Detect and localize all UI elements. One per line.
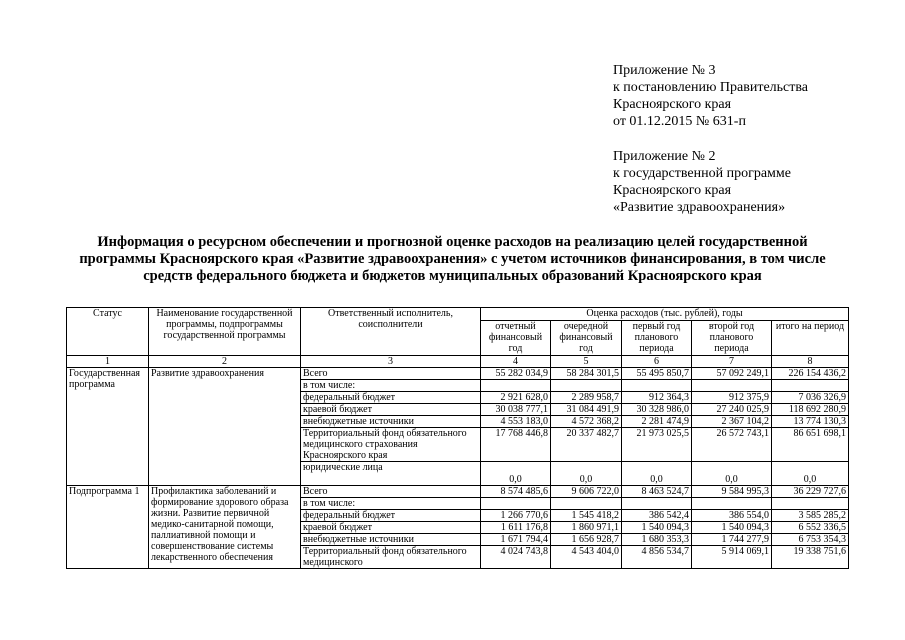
header-row <box>67 308 849 321</box>
cell-value: 13 774 130,3 <box>772 416 849 428</box>
cell-value <box>692 498 772 510</box>
row-label: федеральный бюджет <box>301 392 481 404</box>
table-row <box>67 368 849 380</box>
cell-value: 57 092 249,1 <box>692 368 772 380</box>
cell-value <box>772 380 849 392</box>
cell-value <box>622 380 692 392</box>
appendix-2-line: Приложение № 2 <box>613 149 716 164</box>
cell-value: 30 328 986,0 <box>622 404 692 416</box>
title-line: средств федерального бюджета и бюджетов муниципальных образований Красноярского края <box>143 268 762 284</box>
appendix-2-note <box>613 148 791 216</box>
cell-value: 2 921 628,0 <box>481 392 551 404</box>
cell-value: 0,0 <box>551 462 622 486</box>
appendix-3-line: Приложение № 3 <box>613 63 716 78</box>
cell-value: 386 542,4 <box>622 510 692 522</box>
header-executor: Ответственный исполнитель, соисполнители <box>301 308 481 356</box>
header-year: отчетный финансовый год <box>481 321 551 356</box>
cell-value: 118 692 280,9 <box>772 404 849 416</box>
cell-value: 8 463 524,7 <box>622 486 692 498</box>
row-label: Всего <box>301 368 481 380</box>
cell-value: 386 554,0 <box>692 510 772 522</box>
row-label: Территориальный фонд обязательного медицинского страхования Красноярского края <box>301 428 481 462</box>
cell-value: 0,0 <box>622 462 692 486</box>
subprogram-name: Профилактика заболеваний и формирование здорового образа жизни. Развитие первичной медико-санитарной помощи, паллиативной помощи и совершенствование системы лекарственного обеспечения <box>149 486 301 569</box>
row-label: внебюджетные источники <box>301 534 481 546</box>
cell-value: 0,0 <box>481 462 551 486</box>
cell-value: 1 656 928,7 <box>551 534 622 546</box>
cell-value: 4 856 534,7 <box>622 546 692 569</box>
table-row <box>67 486 849 498</box>
header-year: второй год планового периода <box>692 321 772 356</box>
cell-value <box>481 498 551 510</box>
cell-value: 20 337 482,7 <box>551 428 622 462</box>
cell-value: 2 367 104,2 <box>692 416 772 428</box>
appendix-3-line: к постановлению Правительства <box>613 80 809 95</box>
column-number: 1 <box>67 356 149 368</box>
cell-value <box>692 380 772 392</box>
cell-value: 0,0 <box>772 462 849 486</box>
cell-value: 912 364,3 <box>622 392 692 404</box>
cell-value <box>622 498 692 510</box>
cell-value: 55 495 850,7 <box>622 368 692 380</box>
cell-value: 30 038 777,1 <box>481 404 551 416</box>
appendix-3-line: от 01.12.2015 № 631-п <box>613 114 746 129</box>
row-label: в том числе: <box>301 498 481 510</box>
cell-value: 3 585 285,2 <box>772 510 849 522</box>
cell-value: 6 753 354,3 <box>772 534 849 546</box>
cell-value: 0,0 <box>692 462 772 486</box>
column-number: 4 <box>481 356 551 368</box>
cell-value: 1 540 094,3 <box>622 522 692 534</box>
program-name: Развитие здравоохранения <box>149 368 301 486</box>
column-number: 2 <box>149 356 301 368</box>
column-number: 6 <box>622 356 692 368</box>
cell-value: 912 375,9 <box>692 392 772 404</box>
row-label: Территориальный фонд обязательного медицинского <box>301 546 481 569</box>
cell-value <box>481 380 551 392</box>
row-label: в том числе: <box>301 380 481 392</box>
column-number: 7 <box>692 356 772 368</box>
title-line: Информация о ресурсном обеспечении и прогнозной оценке расходов на реализацию целей государственной <box>97 234 808 250</box>
header-program-name: Наименование государственной программы, подпрограммы государственной программы <box>149 308 301 356</box>
row-label: федеральный бюджет <box>301 510 481 522</box>
cell-value <box>772 498 849 510</box>
cell-value: 6 552 336,5 <box>772 522 849 534</box>
appendix-2-line: к государственной программе <box>613 166 791 181</box>
program-status: Государственная программа <box>67 368 149 486</box>
cell-value: 9 584 995,3 <box>692 486 772 498</box>
cell-value: 4 553 183,0 <box>481 416 551 428</box>
cell-value: 1 671 794,4 <box>481 534 551 546</box>
cell-value: 7 036 326,9 <box>772 392 849 404</box>
cell-value: 17 768 446,8 <box>481 428 551 462</box>
cell-value: 1 860 971,1 <box>551 522 622 534</box>
column-numbers-row <box>67 356 849 368</box>
header-status: Статус <box>67 308 149 356</box>
cell-value: 4 543 404,0 <box>551 546 622 569</box>
expenditure-table <box>66 307 849 569</box>
cell-value: 55 282 034,9 <box>481 368 551 380</box>
header-estimate: Оценка расходов (тыс. рублей), годы <box>481 308 849 321</box>
cell-value: 58 284 301,5 <box>551 368 622 380</box>
appendix-2-line: «Развитие здравоохранения» <box>613 200 786 215</box>
cell-value: 8 574 485,6 <box>481 486 551 498</box>
row-label: Всего <box>301 486 481 498</box>
cell-value: 19 338 751,6 <box>772 546 849 569</box>
subprogram-status: Подпрограмма 1 <box>67 486 149 569</box>
row-label: юридические лица <box>301 462 481 486</box>
cell-value: 5 914 069,1 <box>692 546 772 569</box>
column-number: 5 <box>551 356 622 368</box>
cell-value <box>551 498 622 510</box>
cell-value: 2 289 958,7 <box>551 392 622 404</box>
cell-value: 26 572 743,1 <box>692 428 772 462</box>
appendix-2-line: Красноярского края <box>613 183 732 198</box>
title-line: программы Красноярского края «Развитие здравоохранения» с учетом источников финансирования, в том числе <box>79 251 826 267</box>
header-year: первый год планового периода <box>622 321 692 356</box>
cell-value: 2 281 474,9 <box>622 416 692 428</box>
cell-value: 9 606 722,0 <box>551 486 622 498</box>
header-year: очередной финансовый год <box>551 321 622 356</box>
cell-value: 1 744 277,9 <box>692 534 772 546</box>
column-number: 8 <box>772 356 849 368</box>
cell-value: 226 154 436,2 <box>772 368 849 380</box>
appendix-3-line: Красноярского края <box>613 97 732 112</box>
row-label: краевой бюджет <box>301 404 481 416</box>
document-title <box>40 234 865 285</box>
cell-value: 1 266 770,6 <box>481 510 551 522</box>
cell-value: 31 084 491,9 <box>551 404 622 416</box>
cell-value: 1 540 094,3 <box>692 522 772 534</box>
cell-value: 36 229 727,6 <box>772 486 849 498</box>
appendix-3-note <box>613 62 808 130</box>
row-label: краевой бюджет <box>301 522 481 534</box>
cell-value: 86 651 698,1 <box>772 428 849 462</box>
cell-value: 4 024 743,8 <box>481 546 551 569</box>
cell-value: 21 973 025,5 <box>622 428 692 462</box>
cell-value: 1 611 176,8 <box>481 522 551 534</box>
cell-value <box>551 380 622 392</box>
column-number: 3 <box>301 356 481 368</box>
cell-value: 1 545 418,2 <box>551 510 622 522</box>
cell-value: 4 572 368,2 <box>551 416 622 428</box>
header-year: итого на период <box>772 321 849 356</box>
cell-value: 1 680 353,3 <box>622 534 692 546</box>
cell-value: 27 240 025,9 <box>692 404 772 416</box>
row-label: внебюджетные источники <box>301 416 481 428</box>
